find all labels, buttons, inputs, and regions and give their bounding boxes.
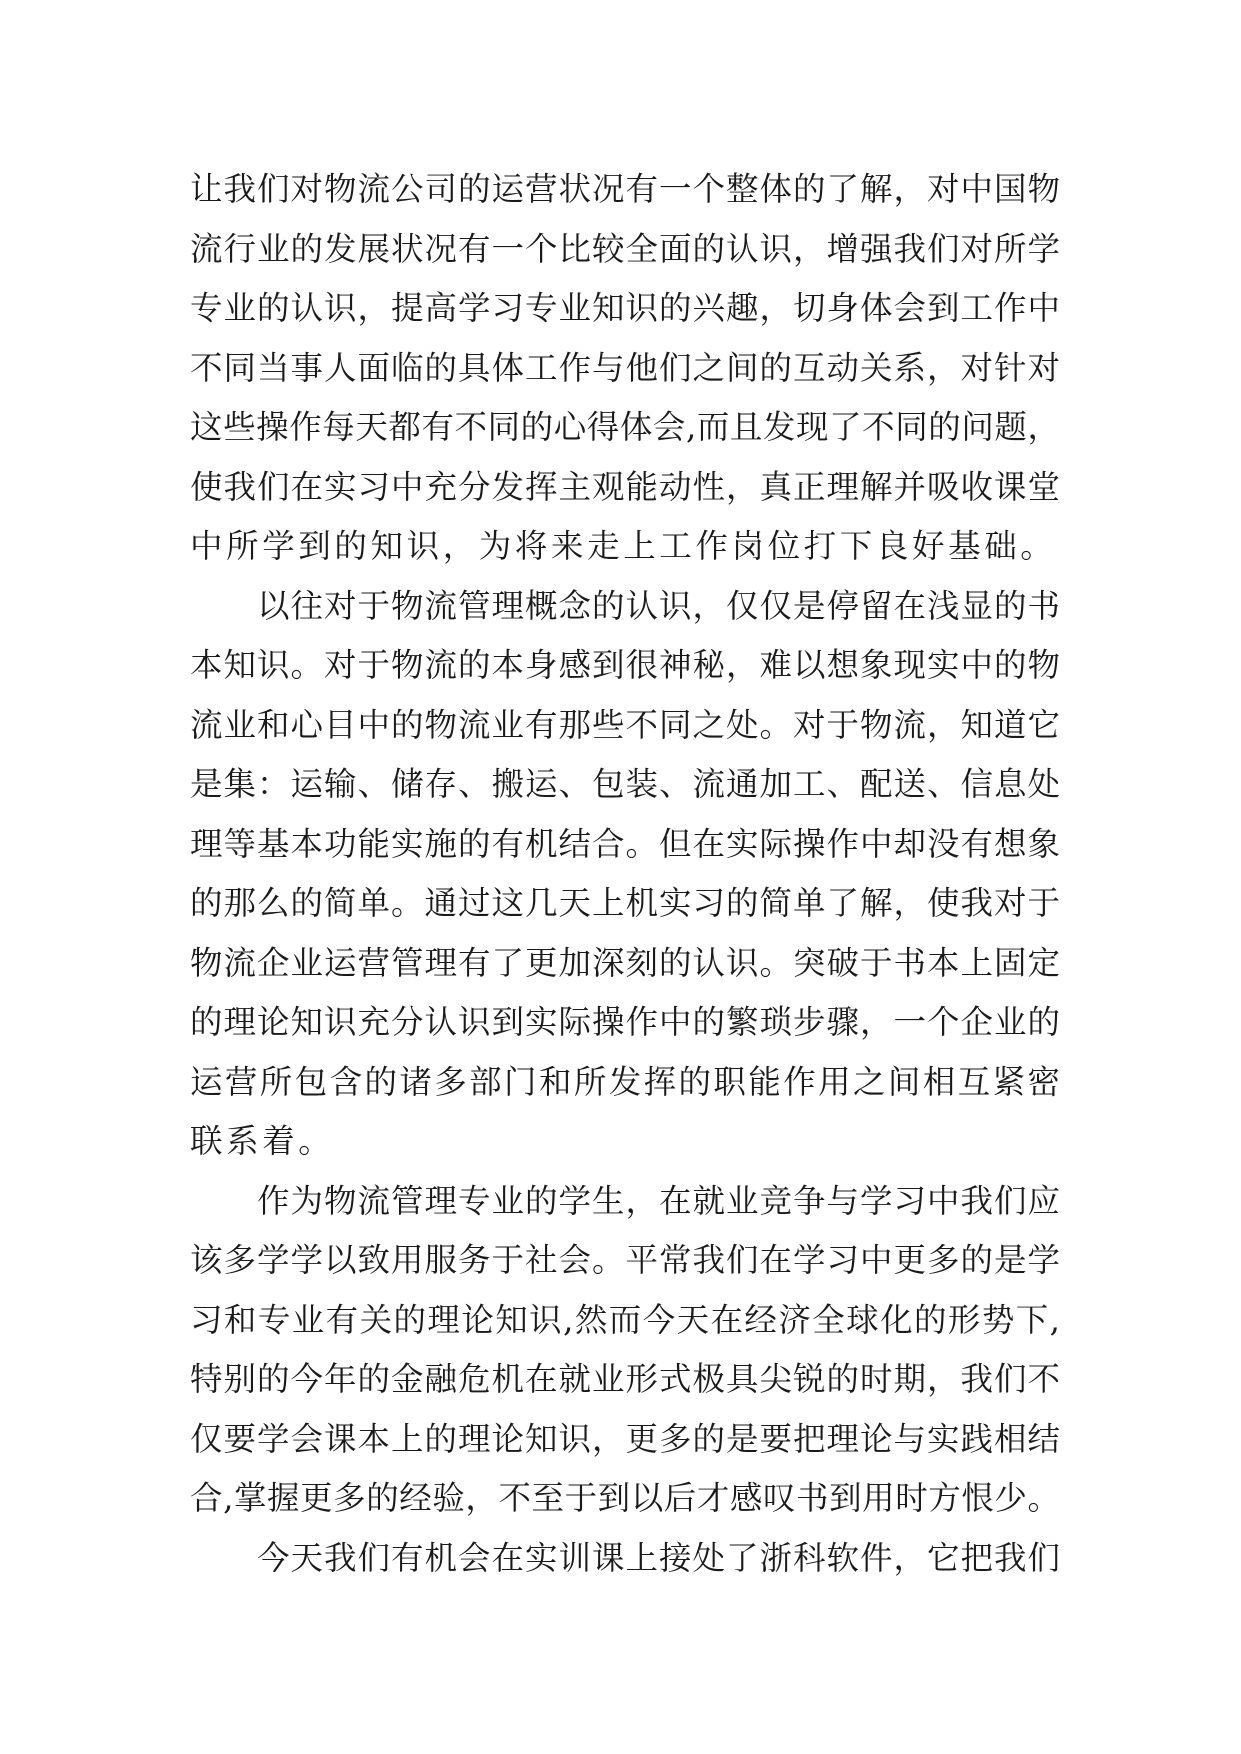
text-line: 作为物流管理专业的学生，在就业竞争与学习中我们应 <box>257 1181 1060 1220</box>
text-line: 流业和心目中的物流业有那些不同之处。对于物流，知道它 <box>190 705 1060 744</box>
text-line: 物流企业运营管理有了更加深刻的认识。突破于书本上固定 <box>190 943 1060 982</box>
text-line: 习和专业有关的理论知识,然而今天在经济全球化的形势下, <box>190 1300 1060 1339</box>
text-line: 特别的今年的金融危机在就业形式极具尖锐的时期，我们不 <box>190 1360 1060 1398</box>
text-line: 仅要学会课本上的理论知识，更多的是要把理论与实践相结 <box>190 1419 1060 1458</box>
text-line: 是集：运输、储存、搬运、包装、流通加工、配送、信息处 <box>190 765 1060 803</box>
text-line: 今天我们有机会在实训课上接处了浙科软件，它把我们 <box>257 1538 1060 1577</box>
text-line: 不同当事人面临的具体工作与他们之间的互动关系，对针对 <box>190 348 1060 387</box>
text-line: 的理论知识充分认识到实际操作中的繁琐步骤，一个企业的 <box>190 1003 1060 1041</box>
text-line: 合,掌握更多的经验，不至于到以后才感叹书到用时方恨少。 <box>190 1479 1060 1517</box>
text-line: 本知识。对于物流的本身感到很神秘，难以想象现实中的物 <box>190 646 1060 684</box>
text-line: 使我们在实习中充分发挥主观能动性，真正理解并吸收课堂 <box>190 467 1060 506</box>
body-text <box>190 160 1060 1588</box>
text-line: 理等基本功能实施的有机结合。但在实际操作中却没有想象 <box>190 824 1060 863</box>
text-line: 流行业的发展状况有一个比较全面的认识，增强我们对所学 <box>190 229 1060 268</box>
text-line: 该多学学以致用服务于社会。平常我们在学习中更多的是学 <box>190 1241 1060 1279</box>
text-line: 专业的认识，提高学习专业知识的兴趣，切身体会到工作中 <box>190 289 1060 327</box>
text-line: 运营所包含的诸多部门和所发挥的职能作用之间相互紧密 <box>190 1062 1060 1101</box>
text-line: 以往对于物流管理概念的认识，仅仅是停留在浅显的书 <box>257 586 1060 625</box>
text-line: 中所学到的知识，为将来走上工作岗位打下良好基础。 <box>190 527 1057 565</box>
text-line: 的那么的简单。通过这几天上机实习的简单了解，使我对于 <box>190 884 1060 922</box>
text-line: 这些操作每天都有不同的心得体会,而且发现了不同的问题， <box>190 408 1060 446</box>
text-line: 联系着。 <box>190 1122 335 1160</box>
text-line: 让我们对物流公司的运营状况有一个整体的了解，对中国物 <box>190 170 1060 208</box>
